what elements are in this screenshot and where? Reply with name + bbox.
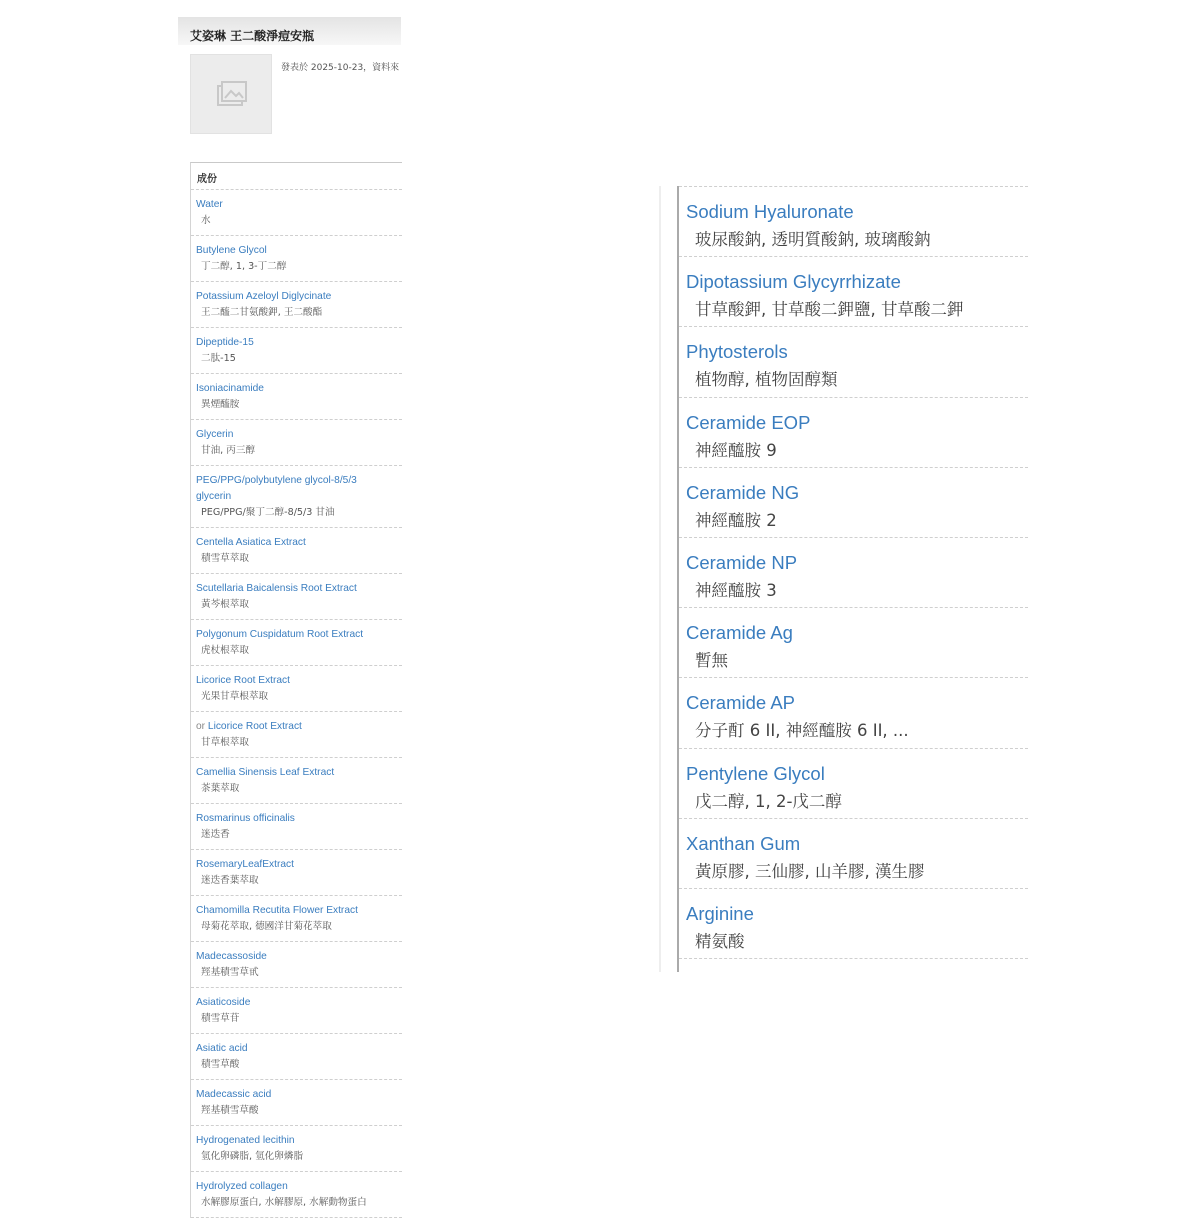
ingredient-chinese-name: 王二醯二甘氨酸鉀, 王二酸酯 [201, 307, 323, 318]
ingredient-chinese-name: 虎杖根萃取 [201, 645, 249, 656]
ingredient-name: Licorice Root Extract [196, 675, 290, 686]
ingredient-row [679, 327, 1028, 397]
panel-shadow [659, 186, 661, 972]
ingredient-name: Dipeptide-15 [196, 337, 254, 348]
ingredient-name-link[interactable] [196, 857, 402, 873]
ingredient-name-link[interactable] [196, 1041, 402, 1057]
ingredient-name-link[interactable]: Ceramide AP [686, 692, 795, 714]
ingredient-name: Rosmarinus officinalis [196, 813, 295, 824]
ingredient-chinese-name: 神經醯胺 2 [695, 510, 777, 530]
ingredient-chinese-name: 積雪草苷 [201, 1013, 240, 1024]
ingredient-row [191, 420, 402, 466]
ingredient-chinese-name: 羥基積雪草甙 [201, 967, 259, 978]
ingredient-name: Butylene Glycol [196, 245, 267, 256]
ingredient-chinese-name: 暫無 [695, 651, 728, 671]
ingredient-chinese-name: 黃原膠, 三仙膠, 山羊膠, 漢生膠 [695, 861, 925, 881]
ingredient-name-link[interactable] [196, 197, 402, 213]
ingredient-chinese-name: 甘油, 丙三醇 [201, 445, 256, 456]
alt-prefix: or [196, 721, 206, 732]
ingredient-list [679, 187, 1028, 959]
product-header [178, 17, 401, 45]
ingredient-chinese-name: 二肽-15 [201, 353, 236, 364]
ingredient-name: Scutellaria Baicalensis Root Extract [196, 583, 357, 594]
ingredient-chinese-name: 迷迭香 [201, 829, 230, 840]
ingredient-row [191, 1126, 402, 1172]
ingredient-row [679, 678, 1028, 748]
ingredient-name-link[interactable]: Arginine [686, 902, 754, 924]
ingredient-chinese-name: 精氨酸 [695, 931, 745, 951]
ingredient-row [191, 466, 402, 528]
ingredient-row [191, 896, 402, 942]
ingredient-row [679, 257, 1028, 327]
ingredient-name-link[interactable]: Ceramide EOP [686, 411, 811, 433]
ingredient-name-link[interactable]: Xanthan Gum [686, 832, 801, 854]
ingredient-row [191, 328, 402, 374]
ingredient-name-link[interactable] [196, 335, 402, 351]
ingredient-row [191, 282, 402, 328]
ingredient-row [191, 528, 402, 574]
ingredient-row [191, 712, 402, 758]
ingredient-chinese-name: 神經醯胺 3 [695, 580, 777, 600]
ingredient-row [191, 574, 402, 620]
ingredient-chinese-name: 甘草根萃取 [201, 737, 249, 748]
right-panel [659, 186, 1029, 972]
ingredient-row [679, 819, 1028, 889]
ingredient-name: Glycerin [196, 429, 234, 440]
ingredient-chinese-name: 分子酊 6 II, 神經醯胺 6 II, ... [695, 721, 909, 741]
ingredient-name-link[interactable]: Ceramide NP [686, 551, 798, 573]
ingredient-chinese-name: 光果甘草根萃取 [201, 691, 269, 702]
ingredient-row [191, 850, 402, 896]
ingredient-row [679, 538, 1028, 608]
ingredient-chinese-name: 迷迭香葉萃取 [201, 875, 259, 886]
image-placeholder-icon [217, 81, 247, 109]
product-thumbnail[interactable] [190, 54, 272, 134]
ingredient-row [191, 988, 402, 1034]
ingredient-name-link[interactable] [196, 949, 402, 965]
ingredient-name-link[interactable] [196, 581, 402, 597]
ingredient-name-link[interactable] [196, 1087, 402, 1103]
ingredient-name: RosemaryLeafExtract [196, 859, 294, 870]
ingredient-name-link[interactable] [196, 289, 402, 305]
ingredient-name-link[interactable] [196, 903, 402, 919]
ingredient-name: Potassium Azeloyl Diglycinate [196, 291, 332, 302]
ingredient-name: Asiatic acid [196, 1043, 248, 1054]
ingredient-chinese-name: 羥基積雪草酸 [201, 1105, 259, 1116]
ingredient-name-link[interactable] [196, 719, 402, 735]
ingredient-chinese-name: 氫化卵磷脂, 氫化卵燐脂 [201, 1151, 304, 1162]
ingredient-row [679, 187, 1028, 257]
ingredient-name: Madecassoside [196, 951, 267, 962]
ingredient-row [191, 236, 402, 282]
ingredient-row [191, 1080, 402, 1126]
ingredient-chinese-name: 戊二醇, 1, 2-戊二醇 [695, 791, 842, 811]
ingredient-name: Camellia Sinensis Leaf Extract [196, 767, 335, 778]
left-panel [178, 17, 401, 1208]
ingredient-name-link[interactable] [196, 765, 402, 781]
ingredient-row [679, 608, 1028, 678]
ingredient-name-link[interactable]: Dipotassium Glycyrrhizate [686, 271, 901, 293]
ingredient-chinese-name: 積雪草酸 [201, 1059, 240, 1070]
ingredient-row [191, 1172, 402, 1218]
ingredient-chinese-name: PEG/PPG/聚丁二醇-8/5/3 甘油 [201, 507, 335, 518]
ingredient-name-link[interactable]: Sodium Hyaluronate [686, 201, 854, 222]
ingredient-name-link[interactable] [196, 535, 402, 551]
ingredient-chinese-name: 水解膠原蛋白, 水解膠原, 水解動物蛋白 [201, 1197, 367, 1208]
ingredient-chinese-name: 玻尿酸鈉, 透明質酸鈉, 玻璃酸鈉 [695, 230, 931, 249]
ingredient-row [679, 889, 1028, 959]
ingredient-name-link[interactable]: Pentylene Glycol [686, 762, 825, 784]
ingredient-name: Water [196, 199, 223, 210]
ingredient-name-link[interactable]: Phytosterols [686, 341, 788, 363]
ingredient-row [191, 666, 402, 712]
table-header: 成份 [191, 163, 402, 190]
post-meta: 發表於 2025-10-23，資料來 [281, 63, 400, 73]
ingredient-row [191, 620, 402, 666]
ingredient-row [191, 942, 402, 988]
ingredient-name-link[interactable] [196, 811, 402, 827]
ingredient-row [191, 804, 402, 850]
ingredient-name: Chamomilla Recutita Flower Extract [196, 905, 358, 916]
ingredient-name-link[interactable]: Ceramide NG [686, 481, 800, 503]
ingredient-chinese-name: 積雪草萃取 [201, 553, 249, 564]
ingredient-row [679, 398, 1028, 468]
ingredient-name: Hydrogenated lecithin [196, 1135, 295, 1146]
ingredient-name: Polygonum Cuspidatum Root Extract [196, 629, 364, 640]
ingredient-chinese-name: 茶葉萃取 [201, 783, 240, 794]
ingredient-name-link[interactable] [196, 243, 402, 259]
ingredient-name-link[interactable]: Ceramide Ag [686, 622, 793, 644]
ingredient-row [679, 749, 1028, 819]
ingredient-row [191, 758, 402, 804]
ingredient-chinese-name: 神經醯胺 9 [695, 440, 777, 460]
ingredient-table [190, 162, 402, 1218]
ingredient-chinese-name: 黃芩根萃取 [201, 599, 249, 610]
ingredient-name-link[interactable] [196, 473, 386, 505]
ingredient-name: Licorice Root Extract [207, 721, 302, 732]
ingredient-name-link[interactable] [196, 427, 402, 443]
product-title: 艾姿琳 王二酸淨痘安瓶 [190, 29, 315, 43]
ingredient-row [191, 190, 402, 236]
ingredient-row [679, 468, 1028, 538]
ingredient-name: Madecassic acid [196, 1089, 272, 1100]
ingredient-name-link[interactable] [196, 995, 402, 1011]
ingredient-name-link[interactable] [196, 1133, 402, 1149]
ingredient-chinese-name: 植物醇, 植物固醇類 [695, 370, 838, 390]
ingredient-row [191, 1034, 402, 1080]
ingredient-name-link[interactable] [196, 627, 402, 643]
ingredient-row [191, 374, 402, 420]
ingredient-name: PEG/PPG/polybutylene glycol-8/5/3 glycerin [196, 475, 357, 502]
ingredient-chinese-name: 母菊花萃取, 德國洋甘菊花萃取 [201, 921, 332, 932]
ingredient-name-link[interactable] [196, 381, 402, 397]
ingredient-name: Asiaticoside [196, 997, 251, 1008]
ingredient-name-link[interactable] [196, 1179, 402, 1195]
ingredient-chinese-name: 異煙醯胺 [201, 399, 240, 410]
ingredient-chinese-name: 甘草酸鉀, 甘草酸二鉀鹽, 甘草酸二鉀 [695, 300, 964, 320]
ingredient-name-link[interactable] [196, 673, 402, 689]
ingredient-chinese-name: 水 [201, 215, 211, 226]
ingredient-name: Hydrolyzed collagen [196, 1181, 288, 1192]
ingredient-name: Isoniacinamide [196, 383, 264, 394]
ingredient-name: Centella Asiatica Extract [196, 537, 306, 548]
ingredient-chinese-name: 丁二醇, 1, 3-丁二醇 [201, 261, 287, 272]
